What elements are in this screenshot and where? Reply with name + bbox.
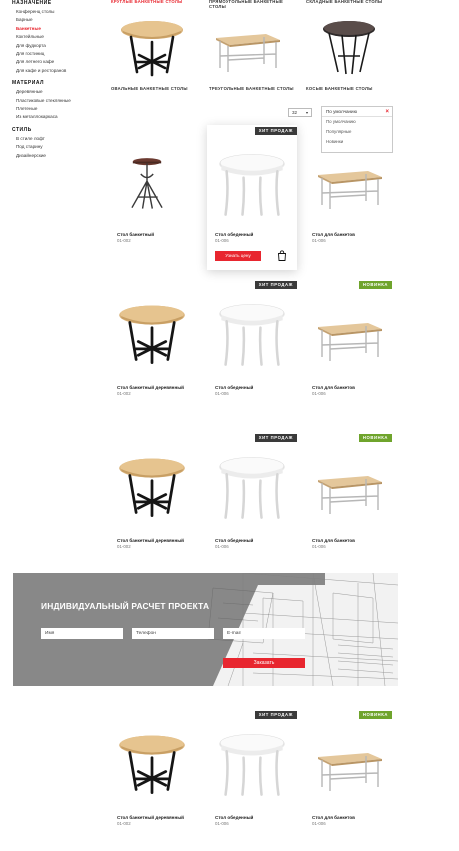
category-oblique[interactable]: КОСЫЕ БАНКЕТНЫЕ СТОЛЫ: [306, 86, 373, 91]
filter-heading-material: МАТЕРИАЛ: [12, 80, 45, 87]
product-card-hover[interactable]: [207, 125, 297, 270]
product-code: 01-006: [215, 238, 229, 243]
product-card[interactable]: [306, 434, 392, 552]
product-image[interactable]: [115, 727, 189, 797]
chevron-down-icon: ▾: [305, 110, 308, 115]
product-code: 01-006: [215, 544, 229, 549]
filter-heading-purpose: НАЗНАЧЕНИЕ: [12, 0, 52, 6]
product-image[interactable]: [306, 458, 392, 520]
filter-item-plastic-glass[interactable]: Пластиковые стеклянные: [16, 97, 71, 103]
product-name[interactable]: Стол обеденный: [215, 385, 254, 390]
filter-group-material: [12, 80, 104, 122]
product-name[interactable]: Стол обеденный: [215, 538, 254, 543]
filter-item-wooden[interactable]: Деревянные: [16, 89, 43, 95]
phone-input[interactable]: [132, 628, 214, 639]
product-card[interactable]: [207, 711, 297, 829]
product-code: 01-002: [117, 391, 131, 396]
category-triangular[interactable]: ТРЕУГОЛЬНЫЕ БАНКЕТНЫЕ СТОЛЫ: [209, 86, 294, 91]
product-code: 01-002: [117, 544, 131, 549]
product-code: 01-002: [117, 238, 131, 243]
product-code: 01-006: [312, 821, 326, 826]
product-card[interactable]: [306, 281, 392, 399]
filter-item-loft[interactable]: В стиле лофт: [16, 135, 45, 141]
hit-badge: ХИТ ПРОДАЖ: [255, 711, 297, 719]
product-card[interactable]: [306, 711, 392, 829]
filter-item-designer[interactable]: Дизайнерские: [16, 152, 46, 158]
filter-item-banquet[interactable]: Банкетные: [16, 25, 41, 31]
category-folding[interactable]: СКЛАДНЫЕ БАНКЕТНЫЕ СТОЛЫ: [306, 0, 383, 4]
get-price-button[interactable]: Узнать цену: [215, 251, 261, 261]
filter-item-cocktail[interactable]: Коктейльные: [16, 34, 44, 40]
sort-selected[interactable]: [322, 107, 392, 117]
close-icon[interactable]: ×: [385, 109, 389, 115]
product-image[interactable]: [215, 149, 289, 219]
product-image[interactable]: [306, 735, 392, 797]
per-page-value: 32: [292, 110, 298, 115]
filter-item-summer-cafe[interactable]: Для летнего кафе: [16, 59, 55, 65]
new-badge: НОВИНКА: [359, 281, 392, 289]
product-image[interactable]: [306, 305, 392, 367]
filter-item-bar[interactable]: Барные: [16, 17, 33, 23]
product-code: 01-006: [312, 238, 326, 243]
product-card[interactable]: [207, 281, 297, 399]
product-card[interactable]: [111, 127, 197, 267]
category-rectangular-image[interactable]: [212, 16, 282, 78]
filter-group-style: [12, 127, 104, 160]
product-name[interactable]: Стол для банкетов: [312, 385, 355, 390]
category-round-image[interactable]: [117, 15, 187, 77]
filter-item-foodcourt[interactable]: Для фудкорта: [16, 42, 46, 48]
product-image[interactable]: [115, 297, 189, 367]
product-name[interactable]: Стол для банкетов: [312, 538, 355, 543]
filter-heading-style: СТИЛЬ: [12, 126, 32, 133]
product-image[interactable]: [116, 147, 178, 217]
filter-sidebar: [12, 0, 104, 165]
filter-item-conference[interactable]: Конференц столы: [16, 9, 55, 14]
category-rectangular[interactable]: ПРЯМОУГОЛЬНЫЕ БАНКЕТНЫЕ СТОЛЫ: [209, 0, 284, 9]
product-image[interactable]: [306, 153, 392, 215]
project-request-banner: [13, 573, 398, 686]
hit-badge: ХИТ ПРОДАЖ: [255, 434, 297, 442]
filter-group-purpose: [12, 0, 104, 75]
category-round[interactable]: КРУГЛЫЕ БАНКЕТНЫЕ СТОЛЫ: [111, 0, 183, 4]
product-image[interactable]: [215, 452, 289, 522]
sort-option-new[interactable]: Новинки: [326, 138, 344, 144]
product-name[interactable]: Стол банкетный деревянный: [117, 815, 184, 820]
filter-item-cafe-restaurants[interactable]: Для кафе и ресторанов: [16, 67, 67, 73]
hit-badge: ХИТ ПРОДАЖ: [255, 281, 297, 289]
product-name[interactable]: Стол для банкетов: [312, 815, 355, 820]
category-folding-image[interactable]: [314, 16, 384, 78]
product-name[interactable]: Стол банкетный деревянный: [117, 538, 184, 543]
product-code: 01-006: [312, 391, 326, 396]
category-oval[interactable]: ОВАЛЬНЫЕ БАНКЕТНЫЕ СТОЛЫ: [111, 86, 188, 91]
product-card[interactable]: [111, 434, 197, 552]
product-card[interactable]: [306, 127, 392, 267]
per-page-select[interactable]: [288, 108, 312, 117]
filter-item-wicker[interactable]: Плетеные: [16, 106, 38, 112]
product-code: 01-006: [215, 391, 229, 396]
new-badge: НОВИНКА: [359, 711, 392, 719]
product-name[interactable]: Стол банкетный деревянный: [117, 385, 184, 390]
product-name[interactable]: Стол банкетный: [117, 232, 155, 237]
new-badge: НОВИНКА: [359, 434, 392, 442]
product-image[interactable]: [215, 299, 289, 369]
banner-title: ИНДИВИДУАЛЬНЫЙ РАСЧЕТ ПРОЕКТА: [41, 601, 210, 611]
name-input[interactable]: [41, 628, 123, 639]
product-code: 01-006: [215, 821, 229, 826]
product-name[interactable]: Стол обеденный: [215, 232, 254, 237]
filter-item-metal-frame[interactable]: Из металлокаркаса: [16, 114, 58, 120]
hit-badge: ХИТ ПРОДАЖ: [255, 127, 297, 135]
sort-option-default[interactable]: По умолчанию: [326, 119, 356, 124]
order-button[interactable]: Заказать: [223, 658, 305, 668]
shopping-bag-icon[interactable]: [277, 250, 287, 261]
sort-option-popular[interactable]: Популярные: [326, 128, 352, 134]
product-image[interactable]: [115, 450, 189, 520]
filter-item-vintage[interactable]: Под старину: [16, 144, 43, 150]
product-card[interactable]: [111, 281, 197, 399]
product-code: 01-002: [117, 821, 131, 826]
product-name[interactable]: Стол обеденный: [215, 815, 254, 820]
email-input[interactable]: [223, 628, 305, 639]
product-image[interactable]: [215, 729, 289, 799]
product-code: 01-006: [312, 544, 326, 549]
product-name[interactable]: Стол для банкетов: [312, 232, 355, 237]
product-card[interactable]: [207, 434, 297, 552]
filter-item-hotels[interactable]: Для гостиниц: [16, 51, 45, 57]
sort-selected-label: По умолчанию: [326, 109, 358, 114]
product-card[interactable]: [111, 711, 197, 829]
